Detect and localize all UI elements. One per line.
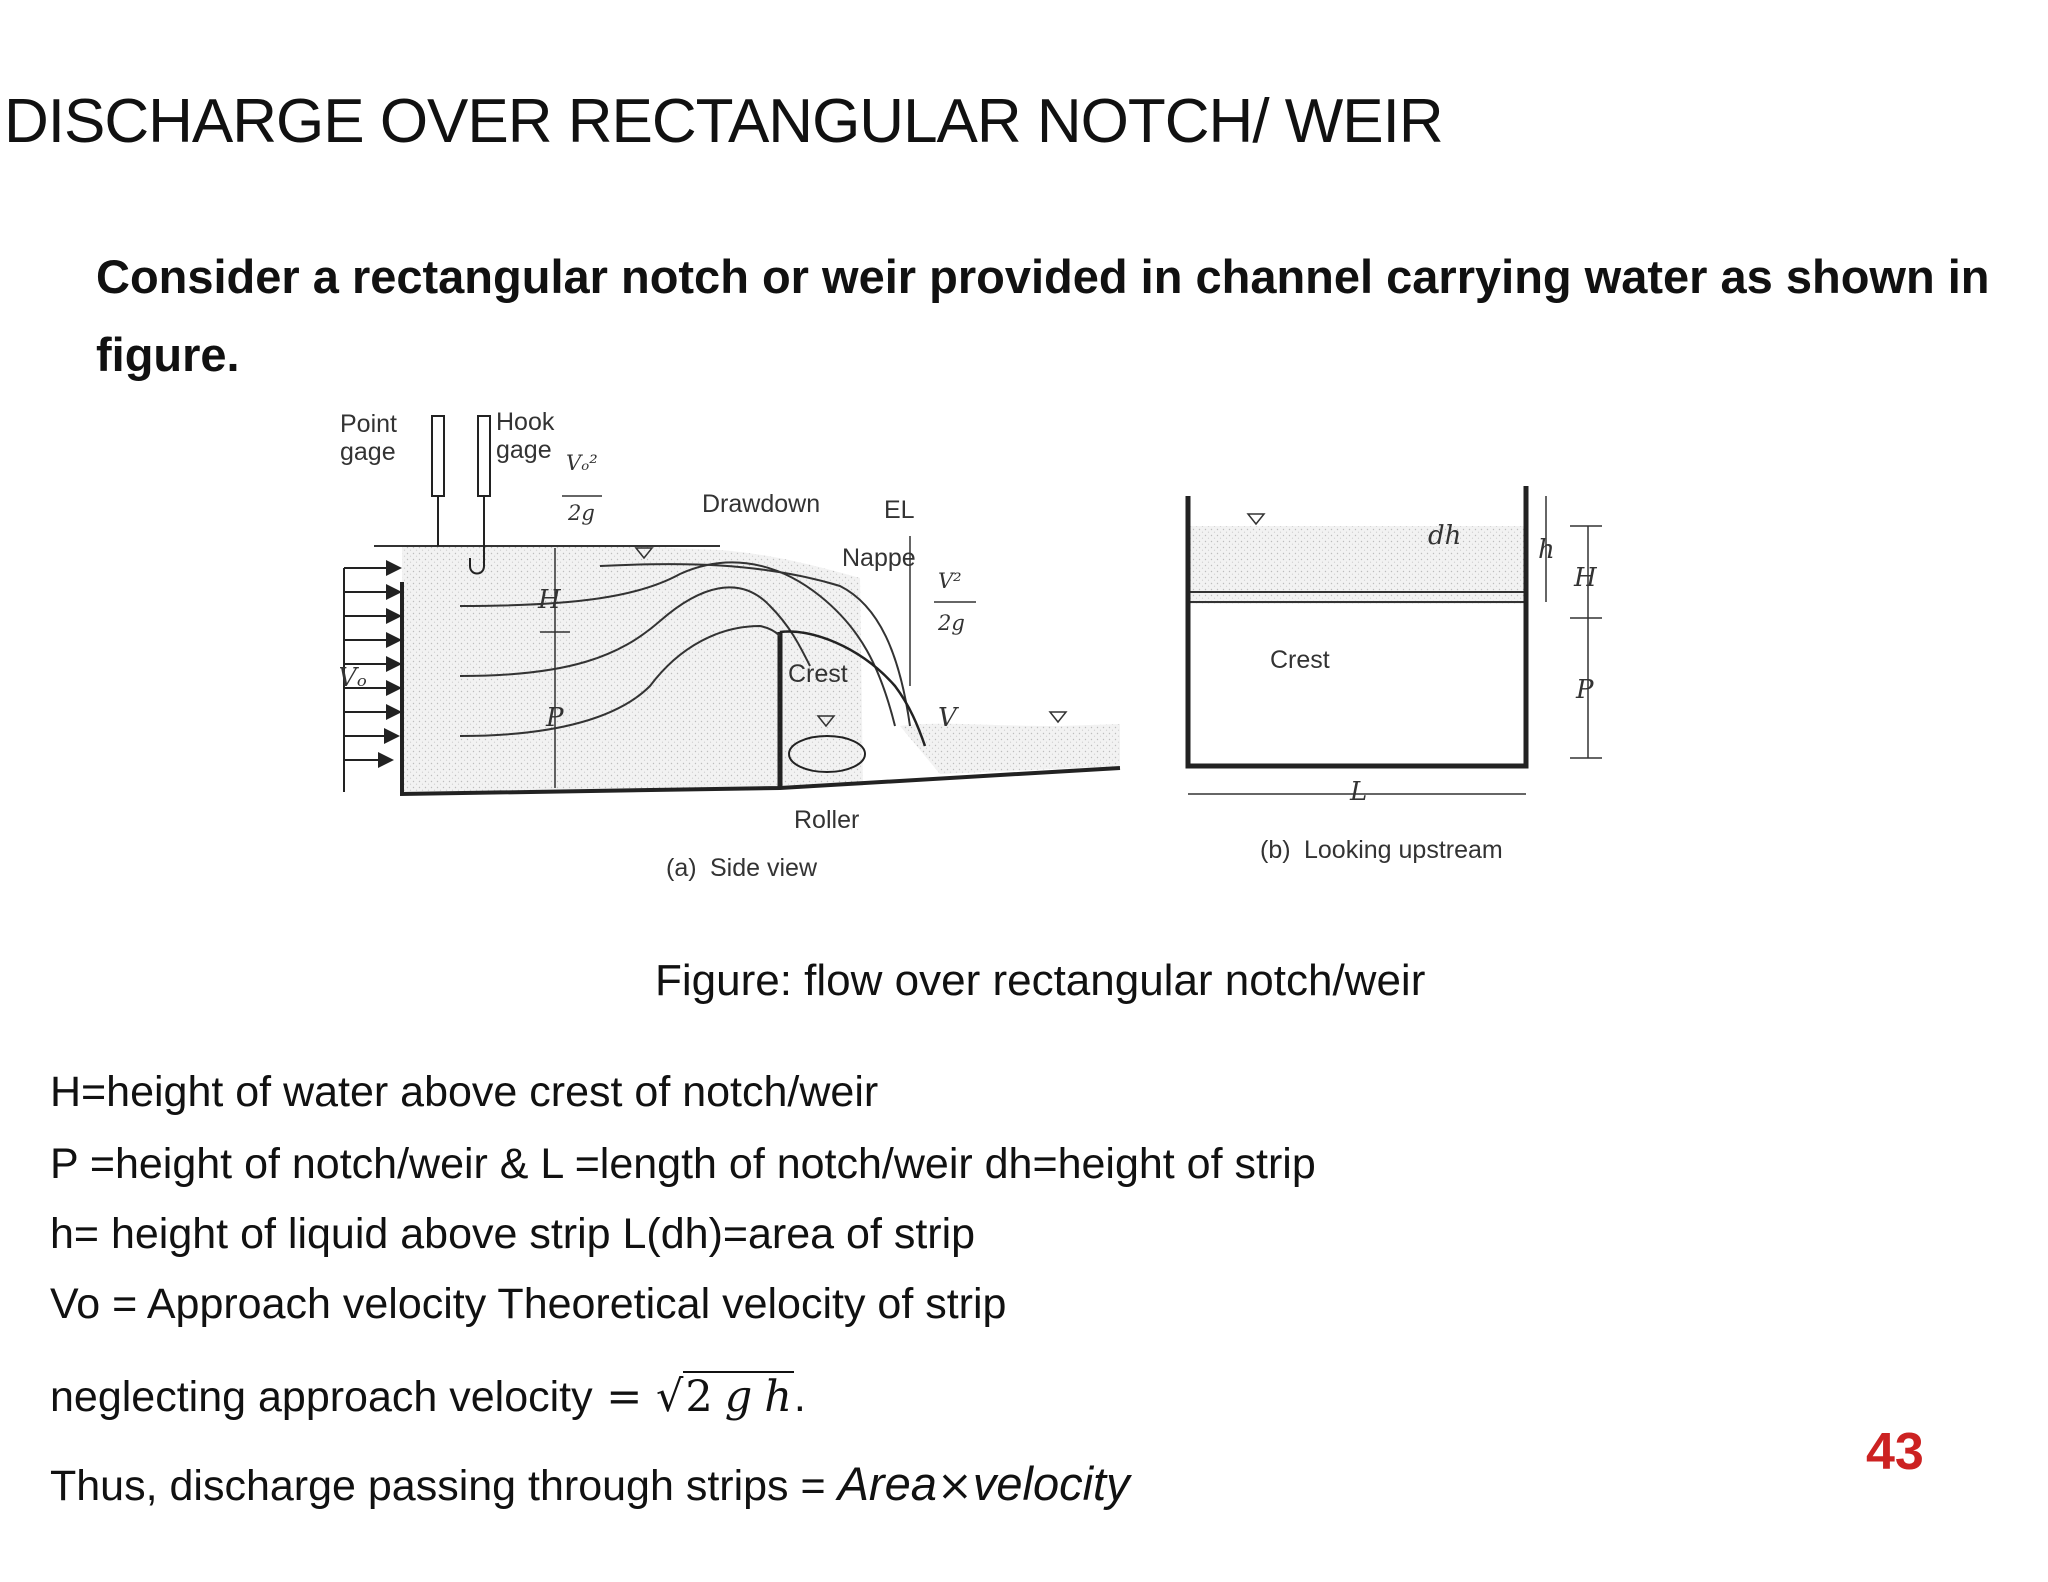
point-gage-label-2: gage xyxy=(340,438,396,466)
h-small-label: h xyxy=(1538,535,1555,565)
slide-title: DISCHARGE OVER RECTANGULAR NOTCH/ WEIR xyxy=(4,87,1443,156)
velocity-term: velocity xyxy=(972,1457,1130,1510)
sqrt-symbol: √ xyxy=(656,1372,684,1422)
definition-line: Vo = Approach velocity Theoretical velocity of strip xyxy=(50,1280,1007,1328)
equals-sign: = xyxy=(592,1372,656,1422)
nappe-label: Nappe xyxy=(842,544,916,572)
times-sign: × xyxy=(936,1461,973,1511)
neglecting-text: neglecting approach velocity xyxy=(50,1373,593,1421)
roller-label: Roller xyxy=(794,806,860,834)
vo-sq-label: Vₒ² xyxy=(566,451,598,475)
side-view-caption-prefix: (a) xyxy=(666,854,697,882)
el-label: EL xyxy=(884,496,915,524)
page-number: 43 xyxy=(1866,1423,1924,1481)
upstream-caption-prefix: (b) xyxy=(1260,836,1291,864)
point-gage-icon xyxy=(432,416,444,546)
figure-caption: Figure: flow over rectangular notch/weir xyxy=(655,956,1426,1005)
crest-label: Crest xyxy=(788,660,848,688)
weir-diagram xyxy=(340,396,1640,886)
hook-gage-label-1: Hook xyxy=(496,408,555,436)
dh-label: dh xyxy=(1428,521,1462,551)
sqrt-expression xyxy=(683,1371,794,1421)
h-upstream-label: H xyxy=(1574,563,1597,593)
two-g-label-1: 2g xyxy=(568,501,595,525)
intro-paragraph: Consider a rectangular notch or weir provided in channel carrying water as shown in figure. xyxy=(96,250,1990,381)
definition-line: P =height of notch/weir & L =length of notch/weir dh=height of strip xyxy=(50,1140,1316,1188)
sqrt-two: 2 xyxy=(685,1372,713,1422)
p-upstream-label: P xyxy=(1576,675,1594,705)
l-label: L xyxy=(1350,777,1368,807)
hook-gage-label-2: gage xyxy=(496,436,552,464)
upstream-caption: Looking upstream xyxy=(1304,836,1503,864)
v-sq-label: V² xyxy=(938,569,962,593)
sqrt-g: g xyxy=(724,1372,753,1422)
p-label: P xyxy=(546,703,564,733)
thus-text: Thus, discharge passing through strips = xyxy=(50,1462,838,1510)
side-view-caption: Side view xyxy=(710,854,817,882)
sqrt-h: h xyxy=(764,1372,792,1422)
definition-line: h= height of liquid above strip L(dh)=area of strip xyxy=(50,1210,976,1258)
definition-line: H=height of water above crest of notch/weir xyxy=(50,1068,879,1116)
area-term: Area xyxy=(837,1457,937,1510)
downstream-water xyxy=(900,724,1120,774)
upstream-view xyxy=(1188,486,1602,864)
period: . xyxy=(793,1373,806,1421)
thus-line xyxy=(50,1456,1130,1511)
weir-figure xyxy=(340,396,1640,886)
drawdown-label: Drawdown xyxy=(702,490,821,518)
v-label: V xyxy=(938,703,957,733)
side-view xyxy=(340,408,1120,882)
vo-label: Vₒ xyxy=(340,663,367,693)
point-gage-label-1: Point xyxy=(340,410,397,438)
h-label: H xyxy=(538,585,561,615)
two-g-label-2: 2g xyxy=(938,611,965,635)
crest-upstream-label: Crest xyxy=(1270,646,1330,674)
neglecting-line xyxy=(50,1372,806,1422)
